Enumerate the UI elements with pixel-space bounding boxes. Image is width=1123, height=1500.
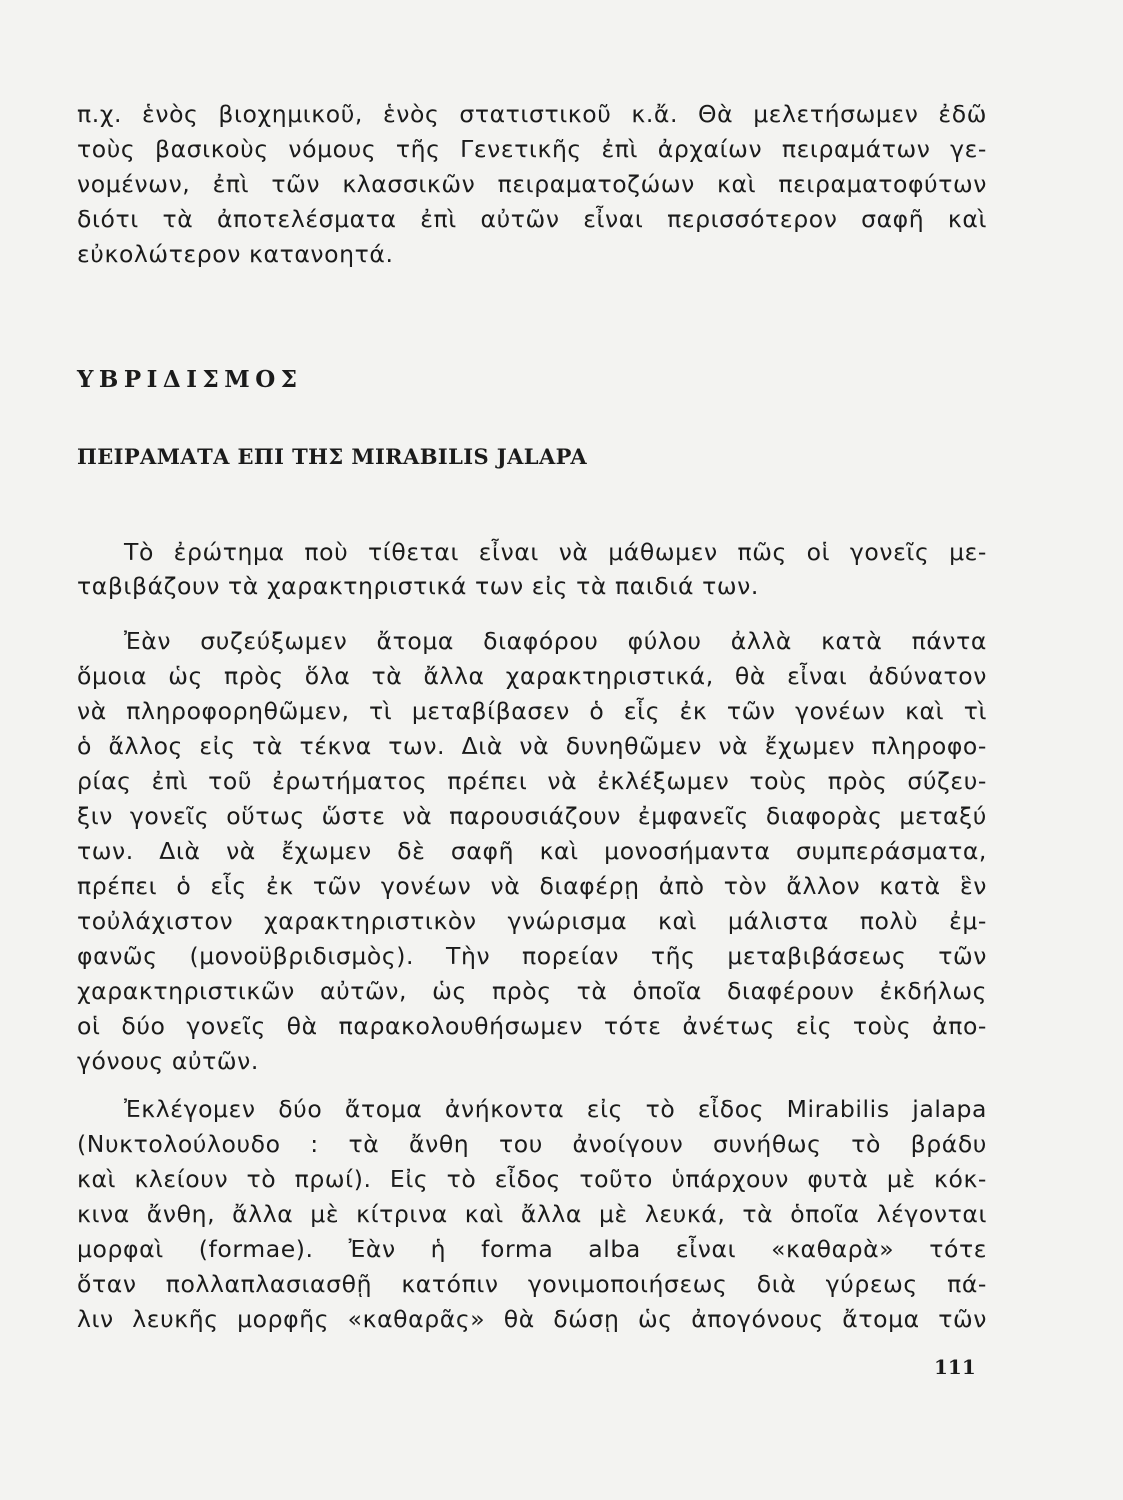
text-line: κινα ἄνθη, ἄλλα μὲ κίτρινα καὶ ἄλλα μὲ λευκά, τὰ ὁποῖα λέγονται [77, 1200, 987, 1228]
text-line: διότι τὰ ἀποτελέσματα ἐπὶ αὐτῶν εἶναι περισσότερον σαφῆ καὶ [77, 205, 987, 233]
text-line: πρέπει ὁ εἷς ἐκ τῶν γονέων νὰ διαφέρῃ ἀπὸ τὸν ἄλλον κατὰ ἓν [77, 872, 987, 900]
text-line: τοὺς βασικοὺς νόμους τῆς Γενετικῆς ἐπὶ ἀρχαίων πειραμάτων γε- [77, 135, 987, 163]
text-line: καὶ κλείουν τὸ πρωί). Εἰς τὸ εἶδος τοῦτο ὑπάρχουν φυτὰ μὲ κόκ- [77, 1165, 987, 1193]
text-line: ρίας ἐπὶ τοῦ ἐρωτήματος πρέπει νὰ ἐκλέξωμεν τοὺς πρὸς σύζευ- [77, 767, 987, 795]
text-line: Ἐκλέγομεν δύο ἄτομα ἀνήκοντα εἰς τὸ εἶδος Mirabilis jalapa [124, 1095, 987, 1123]
text-line: Τὸ ἐρώτημα ποὺ τίθεται εἶναι νὰ μάθωμεν πῶς οἱ γονεῖς με- [124, 538, 987, 566]
text-line: μορφαὶ (formae). Ἐὰν ἡ forma alba εἶναι «καθαρὰ» τότε [77, 1235, 987, 1263]
page-number: 111 [934, 1355, 976, 1379]
text-line: οἱ δύο γονεῖς θὰ παρακολουθήσωμεν τότε ἀνέτως εἰς τοὺς ἀπο- [77, 1012, 987, 1040]
text-line: Ἐὰν συζεύξωμεν ἄτομα διαφόρου φύλου ἀλλὰ κατὰ πάντα [124, 627, 987, 655]
text-line: ταβιβάζουν τὰ χαρακτηριστικά των εἰς τὰ παιδιά των. [77, 572, 759, 600]
text-line: τοὐλάχιστον χαρακτηριστικὸν γνώρισμα καὶ μάλιστα πολὺ ἐμ- [77, 907, 987, 935]
text-line: ὁ ἄλλος εἰς τὰ τέκνα των. Διὰ νὰ δυνηθῶμεν νὰ ἔχωμεν πληροφο- [77, 732, 987, 760]
text-line: χαρακτηριστικῶν αὐτῶν, ὡς πρὸς τὰ ὁποῖα διαφέρουν ἐκδήλως [77, 977, 987, 1005]
text-line: φανῶς (μονοϋβριδισμὸς). Τὴν πορείαν τῆς μεταβιβάσεως τῶν [77, 942, 987, 970]
text-line: λιν λευκῆς μορφῆς «καθαρᾶς» θὰ δώσῃ ὡς ἀπογόνους ἄτομα τῶν [77, 1305, 987, 1333]
text-line: ὅμοια ὡς πρὸς ὅλα τὰ ἄλλα χαρακτηριστικά, θὰ εἶναι ἀδύνατον [77, 662, 987, 690]
text-line: νομένων, ἐπὶ τῶν κλασσικῶν πειραματοζώων καὶ πειραματοφύτων [77, 170, 987, 198]
text-line: γόνους αὐτῶν. [77, 1047, 259, 1075]
text-line: των. Διὰ νὰ ἔχωμεν δὲ σαφῆ καὶ μονοσήμαντα συμπεράσματα, [77, 837, 987, 865]
text-line: π.χ. ἑνὸς βιοχημικοῦ, ἑνὸς στατιστικοῦ κ.ἄ. Θὰ μελετήσωμεν ἐδῶ [77, 100, 987, 128]
text-line: (Νυκτολούλουδο : τὰ ἄνθη του ἀνοίγουν συνήθως τὸ βράδυ [77, 1130, 987, 1158]
subsection-title: ΠΕΙΡΑΜΑΤΑ ΕΠΙ ΤΗΣ MIRABILIS JALAPA [77, 444, 588, 469]
section-title: ΥΒΡΙΔΙΣΜΟΣ [77, 366, 303, 393]
text-line: ὅταν πολλαπλασιασθῇ κατόπιν γονιμοποιήσεως διὰ γύρεως πά- [77, 1270, 987, 1298]
text-line: νὰ πληροφορηθῶμεν, τὶ μεταβίβασεν ὁ εἷς ἐκ τῶν γονέων καὶ τὶ [77, 697, 987, 725]
text-line: εὐκολώτερον κατανοητά. [77, 240, 394, 268]
text-line: ξιν γονεῖς οὕτως ὥστε νὰ παρουσιάζουν ἐμφανεῖς διαφορὰς μεταξύ [77, 802, 987, 830]
